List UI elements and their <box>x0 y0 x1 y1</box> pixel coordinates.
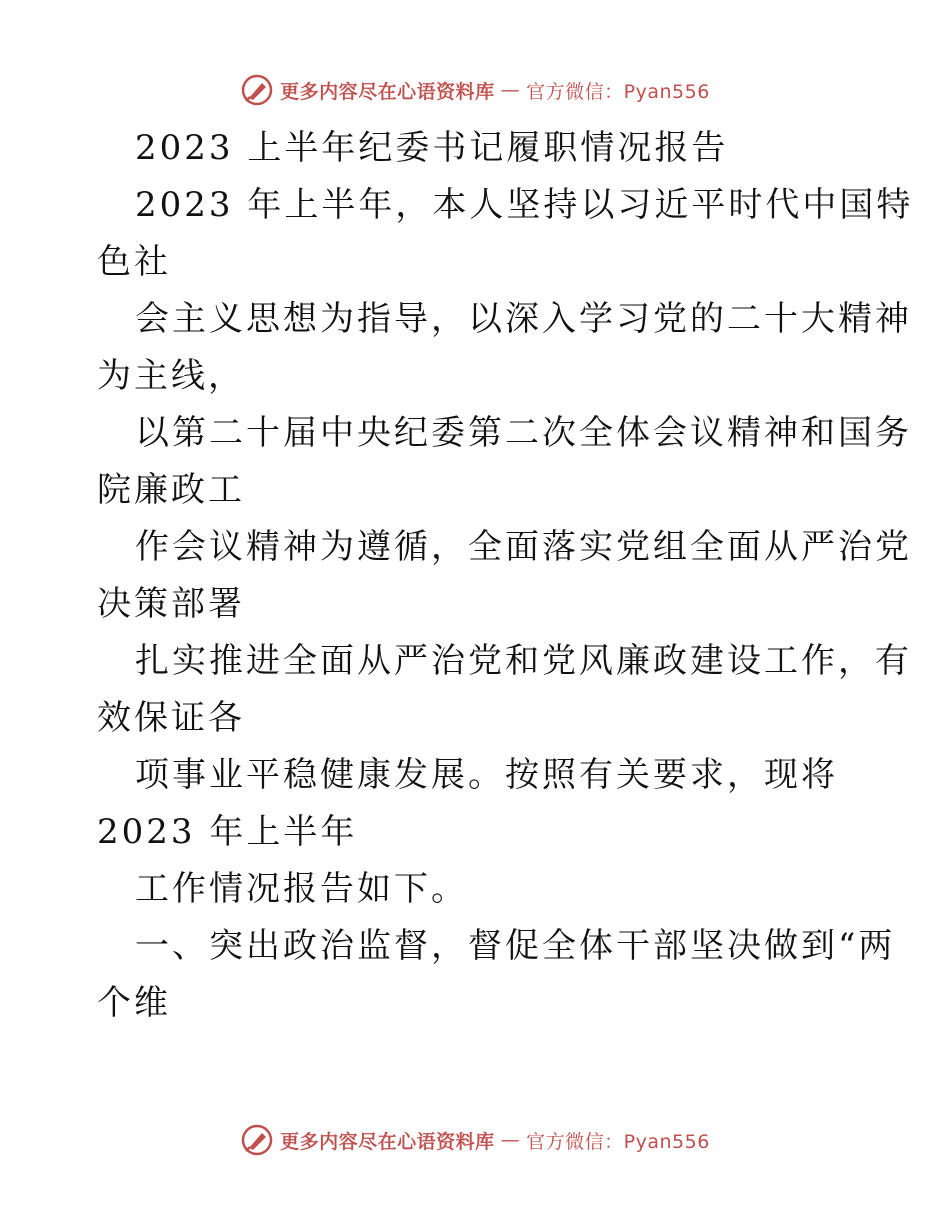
paragraph-line: 2023 年上半年 <box>97 812 358 852</box>
banner-contact: 官方微信：Pyan556 <box>526 1130 710 1153</box>
paragraph-line: 色社 <box>97 242 171 282</box>
paragraph-line: 以第二十届中央纪委第二次全体会议精神和国务 <box>135 413 912 453</box>
pen-nib-logo-icon <box>240 1123 274 1157</box>
paragraph-line: 2023 年上半年，本人坚持以习近平时代中国特 <box>135 185 914 225</box>
paragraph-line: 会主义思想为指导，以深入学习党的二十大精神 <box>135 299 912 339</box>
pen-nib-logo-icon <box>240 73 274 107</box>
paragraph-line: 项事业平稳健康发展。按照有关要求，现将 <box>135 755 838 795</box>
paragraph-line: 为主线， <box>97 356 245 396</box>
banner-separator: — <box>500 79 521 101</box>
banner-slogan: 更多内容尽在心语资料库 <box>280 1130 495 1153</box>
paragraph-line: 作会议精神为遵循，全面落实党组全面从严治党 <box>135 527 912 567</box>
paragraph-line: 决策部署 <box>97 584 245 624</box>
banner-slogan: 更多内容尽在心语资料库 <box>280 80 495 103</box>
document-body <box>97 120 914 1032</box>
header-watermark-banner <box>0 70 950 110</box>
banner-separator: — <box>500 1129 521 1151</box>
paragraph-line: 工作情况报告如下。 <box>135 869 468 909</box>
paragraph-line: 扎实推进全面从严治党和党风廉政建设工作，有 <box>135 641 912 681</box>
paragraph-line: 效保证各 <box>97 698 245 738</box>
section-heading-line: 一、突出政治监督，督促全体干部坚决做到“两 <box>135 926 896 966</box>
banner-contact: 官方微信：Pyan556 <box>526 80 710 103</box>
section-heading-line: 个维 <box>97 983 171 1023</box>
paragraph-line: 院廉政工 <box>97 470 245 510</box>
document-title: 2023 上半年纪委书记履职情况报告 <box>135 128 729 168</box>
footer-watermark-banner <box>0 1120 950 1160</box>
